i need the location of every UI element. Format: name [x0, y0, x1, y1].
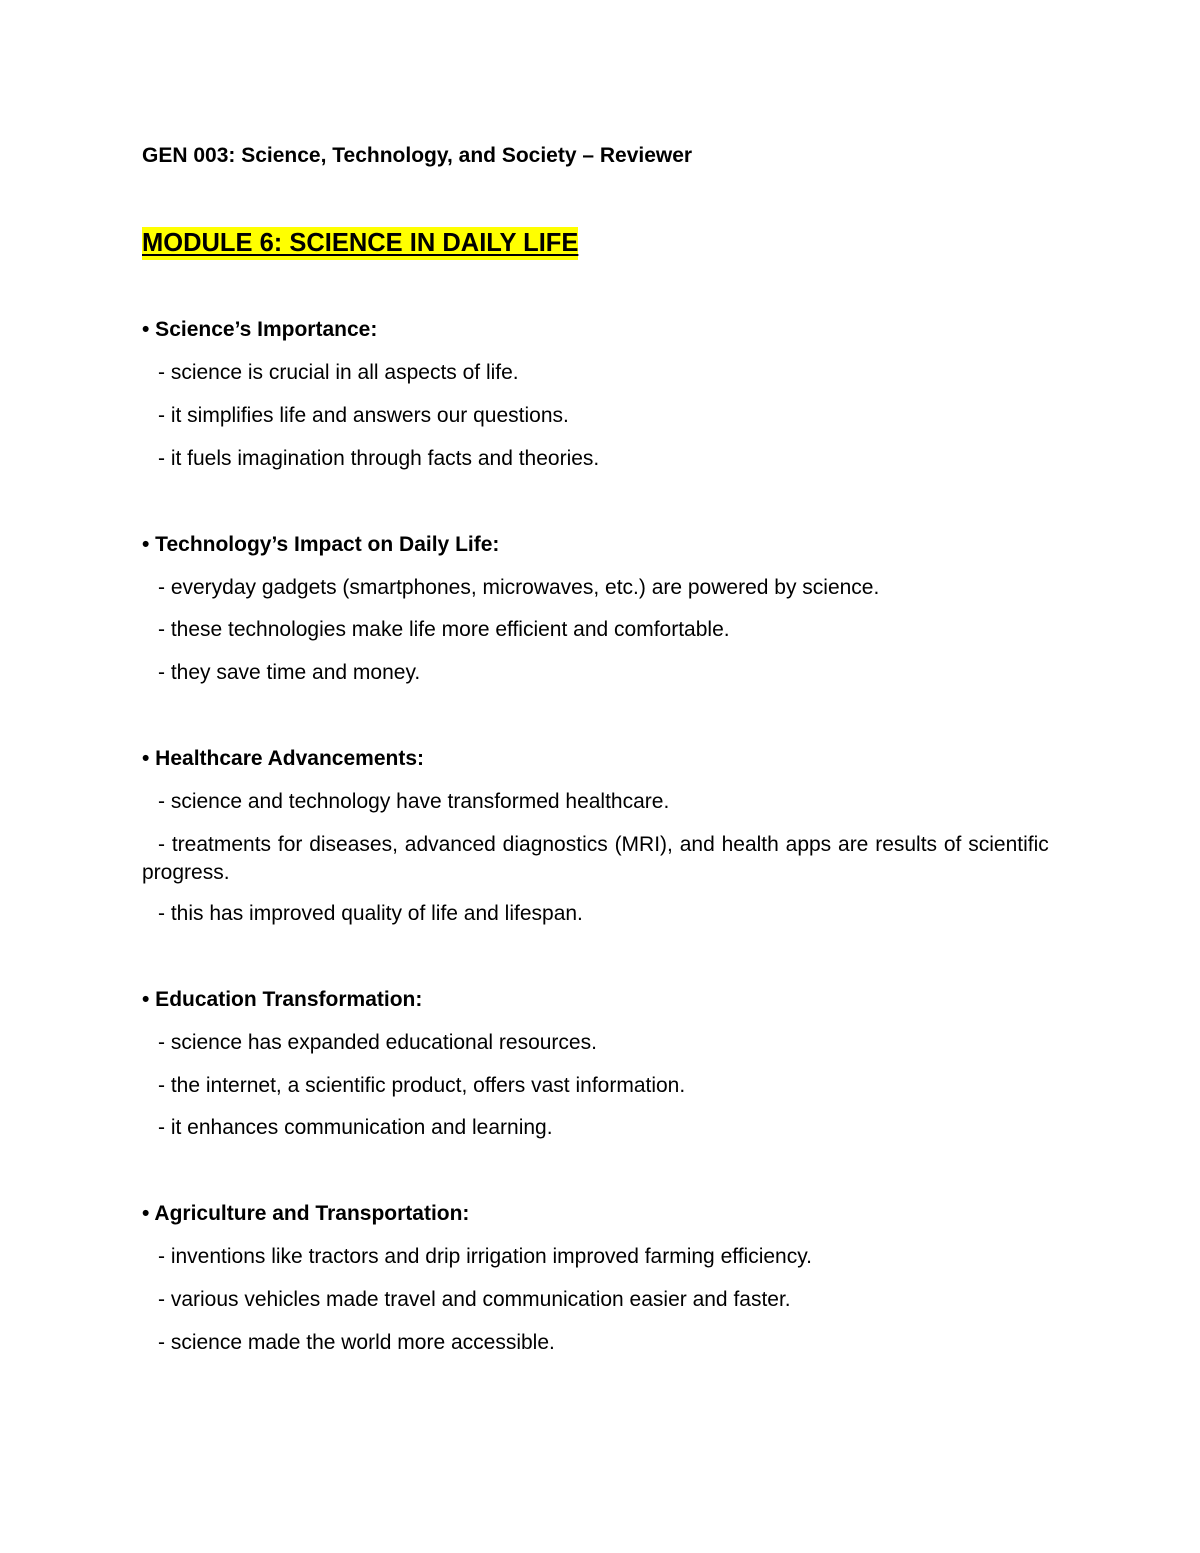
bullet-line: - the internet, a scientific product, offers vast information. [158, 1074, 686, 1097]
module-heading-text: MODULE 6: SCIENCE IN DAILY LIFE [142, 227, 578, 260]
bullet-line: - various vehicles made travel and communication easier and faster. [158, 1288, 791, 1311]
module-heading [142, 226, 578, 260]
bullet-line: - they save time and money. [158, 661, 421, 684]
section-heading-agriculture-transportation: • Agriculture and Transportation: [142, 1202, 470, 1225]
bullet-line: - everyday gadgets (smartphones, microwaves, etc.) are powered by science. [158, 576, 880, 599]
document-title: GEN 003: Science, Technology, and Society – Reviewer [142, 144, 693, 167]
bullet-line: - this has improved quality of life and lifespan. [158, 902, 583, 925]
section-heading-technology-impact: • Technology’s Impact on Daily Life: [142, 533, 500, 556]
bullet-line: - it simplifies life and answers our questions. [158, 404, 569, 427]
bullet-line: - these technologies make life more efficient and comfortable. [158, 618, 730, 641]
bullet-line: - science is crucial in all aspects of life. [158, 361, 519, 384]
section-heading-sciences-importance: • Science’s Importance: [142, 318, 378, 341]
bullet-line: - science and technology have transformed healthcare. [158, 790, 670, 813]
bullet-line: - science made the world more accessible. [158, 1331, 555, 1354]
bullet-line: - science has expanded educational resources. [158, 1031, 597, 1054]
bullet-line-wrapped: - treatments for diseases, advanced diagnostics (MRI), and health apps are results of scientific progress. [142, 833, 1049, 884]
section-heading-education: • Education Transformation: [142, 988, 423, 1011]
bullet-line: - it enhances communication and learning. [158, 1116, 553, 1139]
bullet-line: - it fuels imagination through facts and theories. [158, 447, 600, 470]
bullet-line: - inventions like tractors and drip irrigation improved farming efficiency. [158, 1245, 813, 1268]
section-heading-healthcare: • Healthcare Advancements: [142, 747, 425, 770]
